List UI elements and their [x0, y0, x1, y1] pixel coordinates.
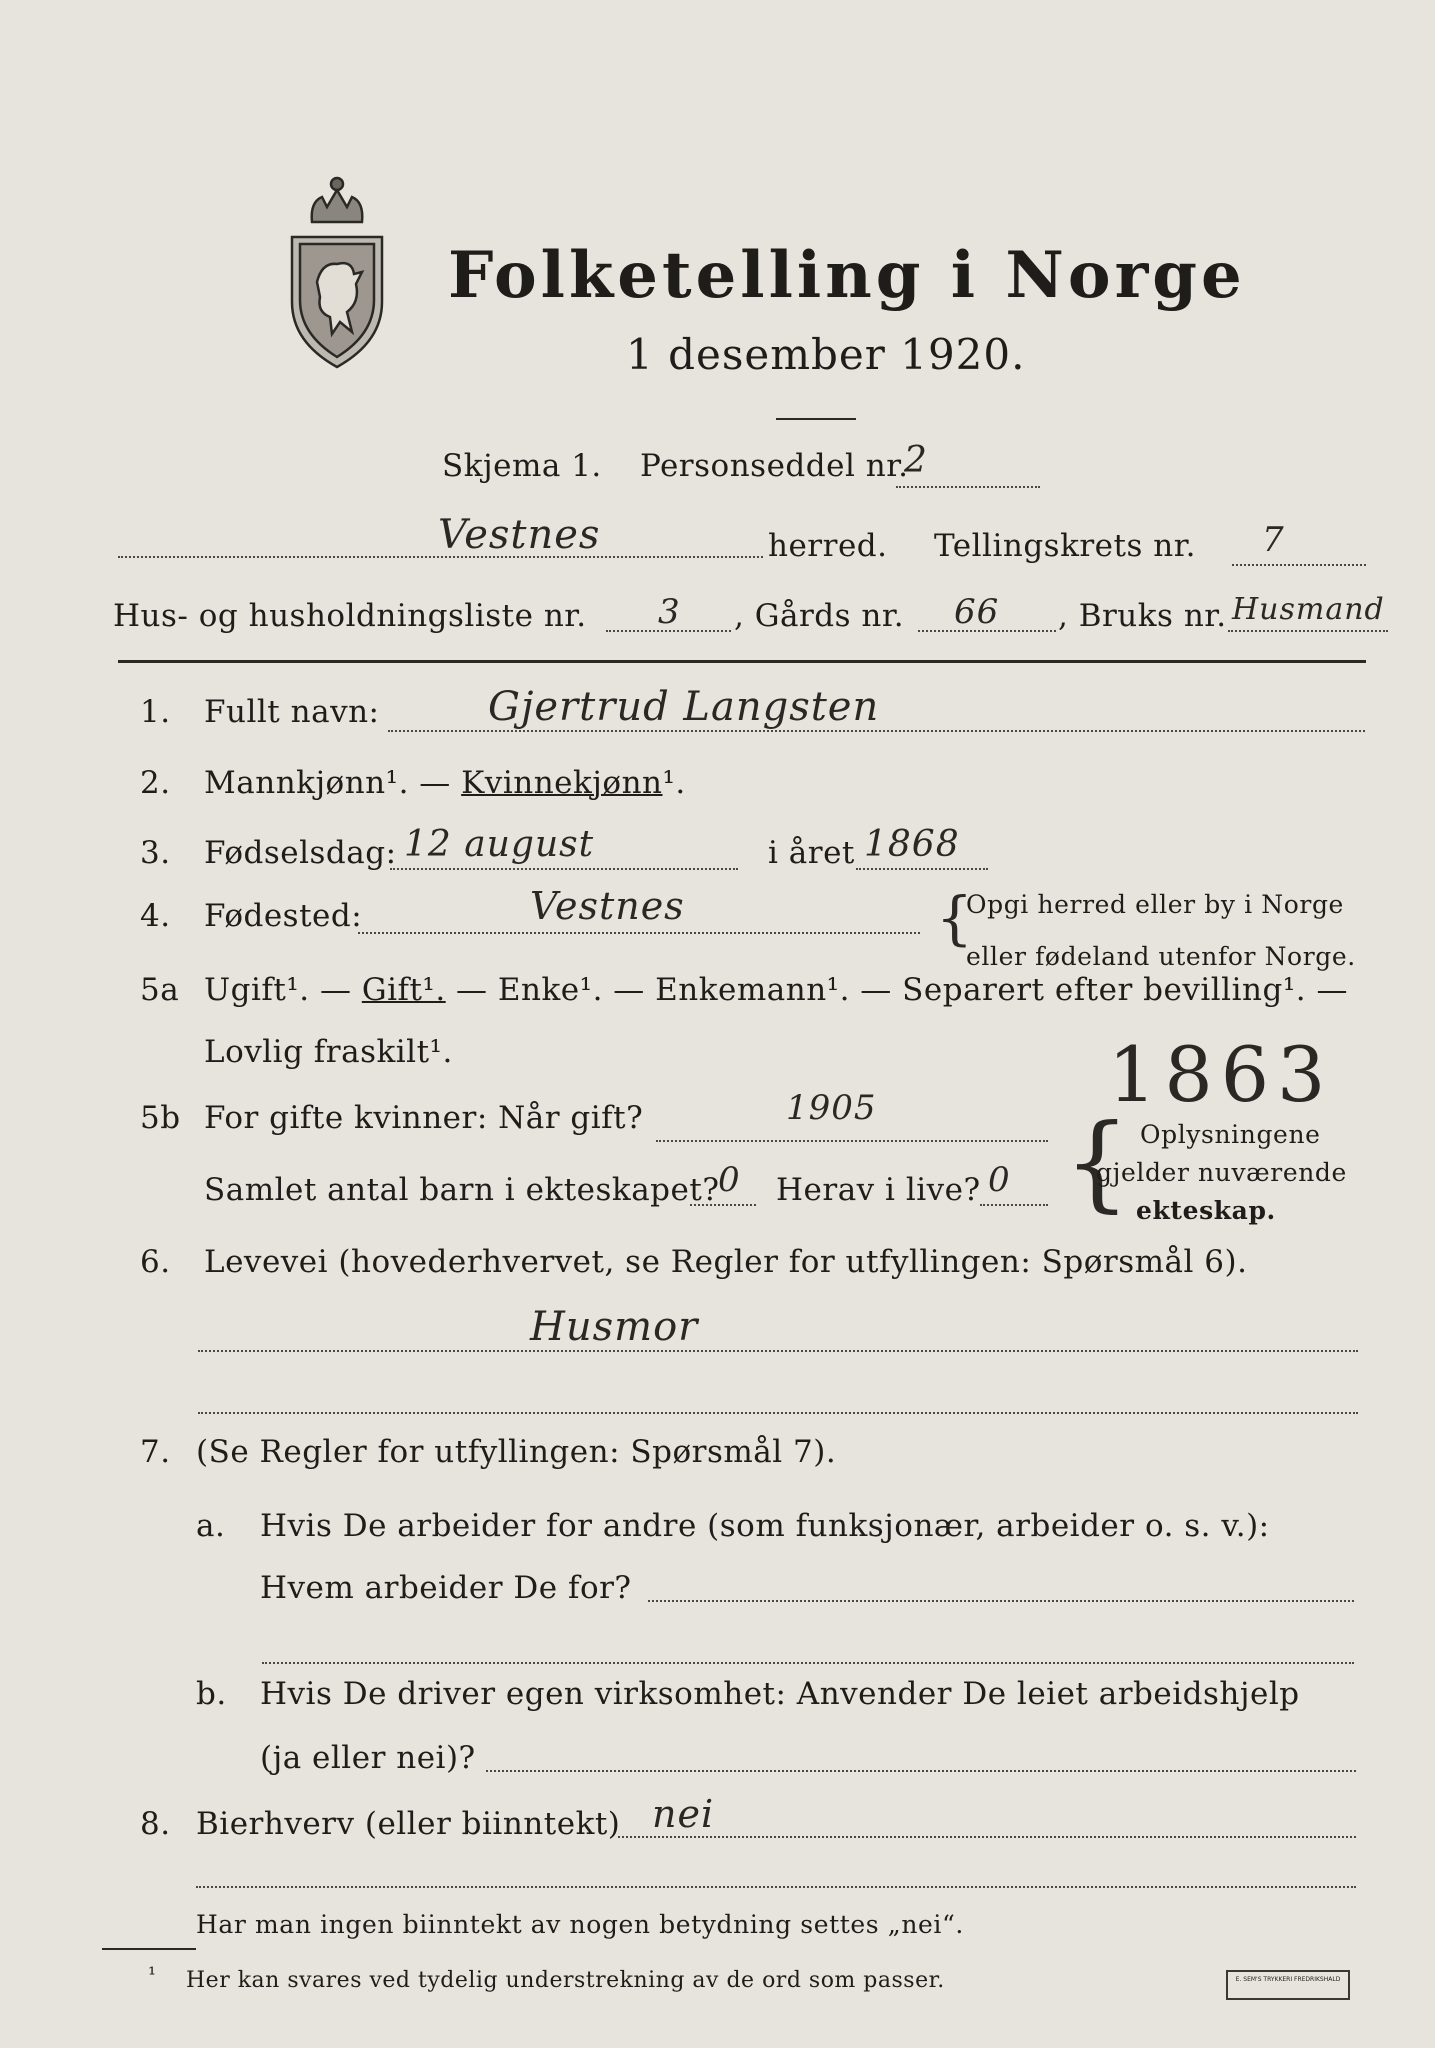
form-title: Folketelling i Norge [448, 238, 1246, 313]
herred-label: herred. [768, 528, 888, 564]
q2-number: 2. [140, 765, 171, 801]
q5b-note-2: gjelder nuværende [1096, 1158, 1347, 1187]
q2-label [204, 765, 686, 801]
q5b-label: For gifte kvinner: Når gift? [204, 1100, 644, 1136]
q5b-children-line [690, 1204, 756, 1206]
q6-value: Husmor [530, 1304, 699, 1350]
personseddel-value: 2 [904, 440, 928, 481]
printer-stamp [1226, 1970, 1350, 2000]
q7a-number: a. [196, 1508, 226, 1544]
gards-value: 66 [954, 592, 1000, 632]
skjema-label: Skjema 1. [442, 448, 602, 484]
tellingskrets-label: Tellingskrets nr. [934, 528, 1196, 564]
q7b-line1: Hvis De driver egen virksomhet: Anvender De leiet arbeidshjelp [260, 1676, 1300, 1712]
q7a-line-2 [262, 1662, 1354, 1664]
personseddel-label: Personseddel nr. [640, 448, 909, 484]
q4-brace: { [936, 884, 973, 952]
footnote-text: Her kan svares ved tydelig understrekning av de ord som passer. [186, 1968, 945, 1993]
q8-number: 8. [140, 1806, 171, 1842]
q6-line-2 [198, 1412, 1358, 1414]
q2-male: Mannkjønn¹. — [204, 765, 462, 801]
printer-stamp-text: E. SEM'S TRYKKERI FREDRIKSHALD [1235, 1976, 1341, 1983]
q1-label: Fullt navn: [204, 694, 380, 730]
footer-note: Har man ingen biinntekt av nogen betydning settes „nei“. [196, 1910, 964, 1939]
q8-label: Bierhverv (eller biinntekt) [196, 1806, 621, 1842]
q5b-note-1: Oplysningene [1140, 1120, 1321, 1149]
census-date: 1 desember 1920. [626, 330, 1026, 379]
q4-number: 4. [140, 898, 171, 934]
q5a-line1 [204, 972, 1348, 1008]
q5b-children-value: 0 [718, 1160, 741, 1200]
hus-line [606, 630, 731, 632]
gards-label: , Gårds nr. [734, 598, 905, 634]
q7a-line2: Hvem arbeider De for? [260, 1570, 632, 1606]
q4-note-2: eller fødeland utenfor Norge. [966, 942, 1356, 971]
q3-label: Fødselsdag: [204, 835, 397, 871]
bruks-label: , Bruks nr. [1058, 598, 1227, 634]
hus-value: 3 [658, 592, 681, 632]
hus-label: Hus- og husholdningsliste nr. [113, 598, 587, 634]
q7b-line [486, 1770, 1356, 1772]
herred-line [118, 556, 763, 558]
q3-year-line [856, 868, 988, 870]
q5a-rest: — Enke¹. — Enkemann¹. — Separert efter bevilling¹. — [445, 972, 1348, 1008]
q5b-children-label: Samlet antal barn i ekteskapet? [204, 1172, 720, 1208]
q5b-alive-value: 0 [988, 1160, 1011, 1200]
q4-label: Fødested: [204, 898, 363, 934]
q3-year-value: 1868 [864, 824, 960, 865]
q2-female-selected: Kvinnekjønn [461, 765, 663, 801]
q4-value: Vestnes [530, 884, 685, 928]
q5b-alive-line [980, 1204, 1048, 1206]
personseddel-line [896, 486, 1040, 488]
q4-line [358, 932, 920, 934]
q4-note-1: Opgi herred eller by i Norge [966, 890, 1344, 919]
q3-value: 12 august [404, 824, 595, 865]
q5a-line2: Lovlig fraskilt¹. [204, 1034, 453, 1070]
q6-line-1 [198, 1350, 1358, 1352]
q8-line-1 [618, 1836, 1356, 1838]
q1-line [388, 730, 1365, 732]
q6-number: 6. [140, 1244, 171, 1280]
q7-label: (Se Regler for utfyllingen: Spørsmål 7). [196, 1434, 837, 1470]
q7b-line2: (ja eller nei)? [260, 1740, 476, 1776]
q5b-number: 5b [140, 1100, 181, 1136]
q3-year-label: i året [768, 835, 855, 871]
footnote-rule [102, 1948, 196, 1950]
gards-line [918, 630, 1056, 632]
q5a-annotation: 1863 [1108, 1030, 1334, 1119]
q8-value: nei [652, 1792, 715, 1836]
tellingskrets-value: 7 [1262, 520, 1285, 560]
tellingskrets-line [1232, 564, 1366, 566]
bruks-line [1228, 630, 1388, 632]
q6-label: Levevei (hovederhvervet, se Regler for utfyllingen: Spørsmål 6). [204, 1244, 1248, 1280]
bruks-value: Husmand [1232, 592, 1385, 627]
q7-number: 7. [140, 1434, 171, 1470]
q5b-line [656, 1140, 1048, 1142]
q7b-number: b. [196, 1676, 227, 1712]
herred-value: Vestnes [438, 512, 601, 558]
q7a-line1: Hvis De arbeider for andre (som funksjonær, arbeider o. s. v.): [260, 1508, 1270, 1544]
q8-line-2 [196, 1886, 1356, 1888]
q5b-brace: { [1064, 1101, 1131, 1223]
q2-superscript: ¹. [662, 765, 686, 801]
q3-number: 3. [140, 835, 171, 871]
q1-value: Gjertrud Langsten [488, 684, 880, 730]
coat-of-arms [282, 162, 392, 372]
title-divider [776, 418, 856, 420]
q5a-number: 5a [140, 972, 180, 1008]
q5b-note-3: ekteskap. [1136, 1196, 1276, 1225]
q5a-gift-selected: Gift¹. [361, 972, 446, 1008]
q5a-ugift: Ugift¹. — [204, 972, 362, 1008]
footnote-mark: ¹ [148, 1962, 157, 1986]
q3-line [390, 868, 738, 870]
q7a-line-1 [648, 1600, 1354, 1602]
header-rule [118, 660, 1366, 663]
q5b-alive-label: Herav i live? [776, 1172, 981, 1208]
q1-number: 1. [140, 694, 171, 730]
q5b-value: 1905 [786, 1088, 877, 1128]
